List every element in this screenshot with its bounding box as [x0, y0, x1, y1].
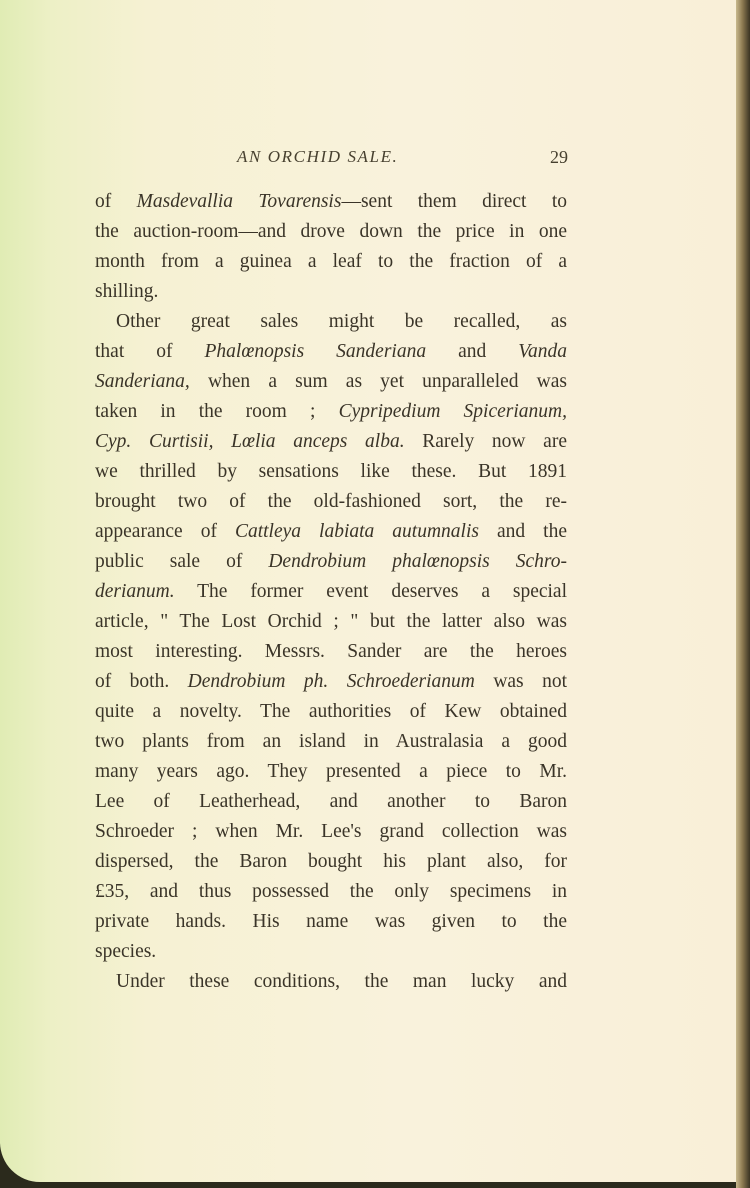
text-line [95, 817, 567, 847]
text-segment: private hands. His name was given to the [95, 911, 567, 932]
text-segment: taken in the room ; [95, 401, 339, 422]
text-segment: month from a guinea a leaf to the fraction of a [95, 251, 567, 272]
text-segment: appearance of [95, 521, 235, 542]
text-segment: article, " The Lost Orchid ; " but the latter also was [95, 611, 567, 632]
text-line [95, 667, 567, 697]
italic-text: derianum. [95, 581, 175, 602]
text-segment: many years ago. They presented a piece to Mr. [95, 761, 567, 782]
text-line [95, 457, 567, 487]
text-line [95, 367, 567, 397]
text-segment: dispersed, the Baron bought his plant also, for [95, 851, 567, 872]
text-line [95, 217, 567, 247]
text-line [95, 967, 567, 997]
text-segment: quite a novelty. The authorities of Kew obtained [95, 701, 567, 722]
text-line [95, 727, 567, 757]
text-segment: brought two of the old-fashioned sort, the re- [95, 491, 567, 512]
text-segment: that of [95, 341, 205, 362]
text-segment: was not [474, 671, 567, 692]
italic-text: Phalœnopsis Sanderiana [204, 341, 427, 362]
italic-text: Dendrobium ph. Schroederianum [187, 671, 475, 692]
text-segment: we thrilled by sensations like these. But 1891 [95, 461, 567, 482]
italic-text: Vanda [518, 341, 568, 362]
text-segment: Other great sales might be recalled, as [116, 311, 567, 332]
italic-text: Cyp. Curtisii, Lœlia anceps alba. [95, 431, 405, 452]
text-line [95, 397, 567, 427]
text-segment: Under these conditions, the man lucky and [116, 971, 567, 992]
text-line [95, 757, 567, 787]
body-text [95, 187, 567, 997]
running-head: AN ORCHID SALE. [237, 147, 399, 166]
text-segment: and [426, 341, 519, 362]
text-line [95, 487, 567, 517]
text-line [95, 427, 567, 457]
text-segment: of both. [95, 671, 188, 692]
text-segment: of [95, 191, 137, 212]
text-segment: Rarely now are [404, 431, 567, 452]
text-line [95, 577, 567, 607]
text-segment: Lee of Leatherhead, and another to Baron [95, 791, 567, 812]
text-line [95, 307, 567, 337]
text-line [95, 607, 567, 637]
italic-text: Cypripedium Spicerianum, [338, 401, 567, 422]
text-line [95, 547, 567, 577]
text-segment: most interesting. Messrs. Sander are the heroes [95, 641, 567, 662]
text-line [95, 937, 567, 967]
text-segment: shilling. [95, 281, 159, 302]
text-line [95, 337, 567, 367]
text-segment: Schroeder ; when Mr. Lee's grand collection was [95, 821, 567, 842]
page-edge [736, 0, 750, 1188]
text-line [95, 637, 567, 667]
page-number: 29 [550, 147, 568, 167]
italic-text: Masdevallia Tovarensis [136, 191, 342, 212]
italic-text: Cattleya labiata autumnalis [234, 521, 479, 542]
text-segment: —sent them direct to [341, 191, 567, 212]
text-segment: when a sum as yet unparalleled was [189, 371, 567, 392]
italic-text: Sanderiana, [95, 371, 190, 392]
text-line [95, 847, 567, 877]
text-line [95, 247, 567, 277]
text-line [95, 277, 567, 307]
text-segment: £35, and thus possessed the only specimens in [95, 881, 567, 902]
text-line [95, 187, 567, 217]
text-segment: and the [478, 521, 567, 542]
text-segment: the auction-room—and drove down the price in one [95, 221, 567, 242]
text-line [95, 517, 567, 547]
text-line [95, 877, 567, 907]
italic-text: Dendrobium phalœnopsis Schro- [268, 551, 567, 572]
text-segment: species. [95, 941, 157, 962]
text-segment: two plants from an island in Australasia a good [95, 731, 567, 752]
page-header [95, 147, 570, 171]
text-segment: public sale of [95, 551, 269, 572]
text-line [95, 907, 567, 937]
text-line [95, 787, 567, 817]
text-segment: The former event deserves a special [174, 581, 567, 602]
text-line [95, 697, 567, 727]
